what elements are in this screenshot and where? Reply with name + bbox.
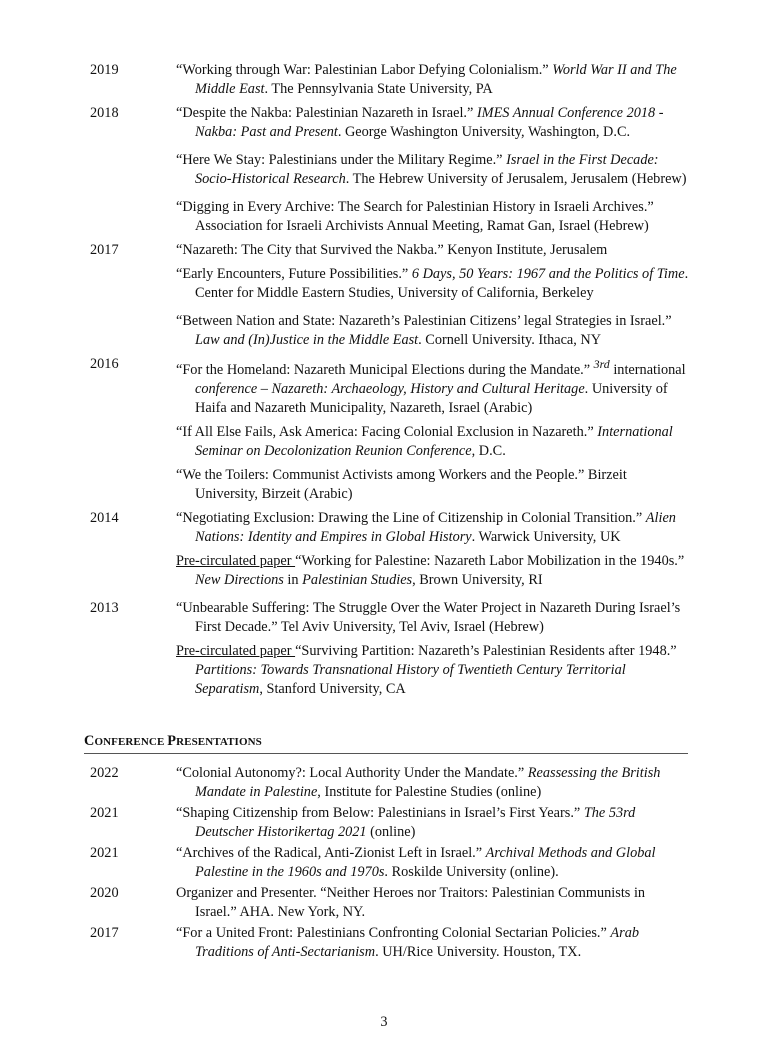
entry-text: Organizer and Presenter. “Neither Heroes nor Traitors: Palestinian Communists in Israel.” AHA. New York, NY. <box>176 885 646 920</box>
entry-text: “Nazareth: The City that Survived the Nakba.” Kenyon Institute, Jerusalem <box>176 242 608 258</box>
year-label: 2013 <box>90 599 119 616</box>
year-label: 2016 <box>90 356 119 372</box>
entry-text: “Shaping Citizenship from Below: Palestinians in Israel’s First Years.” The 53rd Deutscher Historikertag 2021 (online) <box>176 805 636 840</box>
entry-text: “Unbearable Suffering: The Struggle Over the Water Project in Nazareth During Israel’s First Decade.” Tel Aviv University, Tel Aviv, Israel (Hebrew) <box>176 599 681 635</box>
entry-text: “If All Else Fails, Ask America: Facing Colonial Exclusion in Nazareth.” International Seminar on Decolonization Reunion Conference, D.C. <box>176 423 673 459</box>
list-item <box>90 198 690 236</box>
entry-text: “We the Toilers: Communist Activists among Workers and the People.” Birzeit University, Birzeit (Arabic) <box>176 466 627 502</box>
entry-text: “Here We Stay: Palestinians under the Military Regime.” Israel in the First Decade: Socio-Historical Research. The Hebrew University of Jerusalem, Jerusalem (Hebrew) <box>176 152 687 187</box>
entry-text: Pre-circulated paper “Working for Palestine: Nazareth Labor Mobilization in the 1940s.” New Directions in Palestinian Studies, Brown University, RI <box>176 552 685 588</box>
list-item <box>90 884 690 922</box>
year-label: 2022 <box>90 765 119 781</box>
year-label: 2019 <box>90 62 119 78</box>
list-item <box>90 599 690 637</box>
entry-text: “Working through War: Palestinian Labor Defying Colonialism.” World War II and The Middle East. The Pennsylvania State University, PA <box>176 62 677 97</box>
entry-text: “Early Encounters, Future Possibilities.” 6 Days, 50 Years: 1967 and the Politics of Time. Center for Middle Eastern Studies, University of California, Berkeley <box>176 266 689 301</box>
invited-talks-list <box>90 61 690 704</box>
entry-text: “Colonial Autonomy?: Local Authority Under the Mandate.” Reassessing the British Mandate in Palestine, Institute for Palestine Studies (online) <box>176 765 661 800</box>
entry-text: “Between Nation and State: Nazareth’s Palestinian Citizens’ legal Strategies in Israel.” Law and (In)Justice in the Middle East. Cornell University. Ithaca, NY <box>176 313 672 348</box>
list-item <box>90 151 690 189</box>
list-item <box>90 764 690 802</box>
list-item <box>90 265 690 303</box>
list-item <box>90 61 690 99</box>
year-label: 2018 <box>90 105 119 121</box>
entry-text: “For a United Front: Palestinians Confronting Colonial Sectarian Policies.” Arab Traditions of Anti-Sectarianism. UH/Rice University. Houston, TX. <box>176 925 640 960</box>
year-label: 2021 <box>90 805 119 821</box>
year-label: 2020 <box>90 885 119 901</box>
year-label: 2017 <box>90 242 119 258</box>
entry-text: “Digging in Every Archive: The Search for Palestinian History in Israeli Archives.” Association for Israeli Archivists Annual Meeting, Ramat Gan, Israel (Hebrew) <box>176 199 654 234</box>
page-number: 3 <box>380 1014 388 1030</box>
section-heading-conference-presentations: CONFERENCE PRESENTATIONS <box>84 732 688 754</box>
list-item <box>90 312 690 350</box>
list-item <box>90 924 690 962</box>
entry-text: “Despite the Nakba: Palestinian Nazareth in Israel.” IMES Annual Conference 2018 - Nakba: Past and Present. George Washington University, Washington, D.C. <box>176 105 664 140</box>
year-label: 2014 <box>90 509 119 526</box>
list-item <box>90 509 690 547</box>
list-item <box>90 552 690 590</box>
list-item <box>90 104 690 142</box>
list-item <box>90 355 690 418</box>
list-item <box>90 804 690 842</box>
year-label: 2017 <box>90 925 119 941</box>
entry-text: “Negotiating Exclusion: Drawing the Line of Citizenship in Colonial Transition.” Alien Nations: Identity and Empires in Global History. Warwick University, UK <box>176 509 676 545</box>
entry-text: “For the Homeland: Nazareth Municipal Elections during the Mandate.” $^{3rd}$ international conference – Nazareth: Archaeology, History and Cultural Heritage. University of Haifa and Nazareth Municipality, Nazareth, Israel (Arabic) <box>176 357 686 416</box>
entry-text: Pre-circulated paper “Surviving Partition: Nazareth’s Palestinian Residents after 1948.” Partitions: Towards Transnational History of Twentieth Century Territorial Separatism, Stanford University, CA <box>176 642 677 697</box>
list-item <box>90 423 690 461</box>
list-item <box>90 241 690 260</box>
conference-presentations-list <box>90 764 690 964</box>
list-item <box>90 466 690 504</box>
list-item <box>90 642 690 699</box>
entry-text: “Archives of the Radical, Anti-Zionist Left in Israel.” Archival Methods and Global Palestine in the 1960s and 1970s. Roskilde University (online). <box>176 845 656 880</box>
year-label: 2021 <box>90 845 119 861</box>
list-item <box>90 844 690 882</box>
